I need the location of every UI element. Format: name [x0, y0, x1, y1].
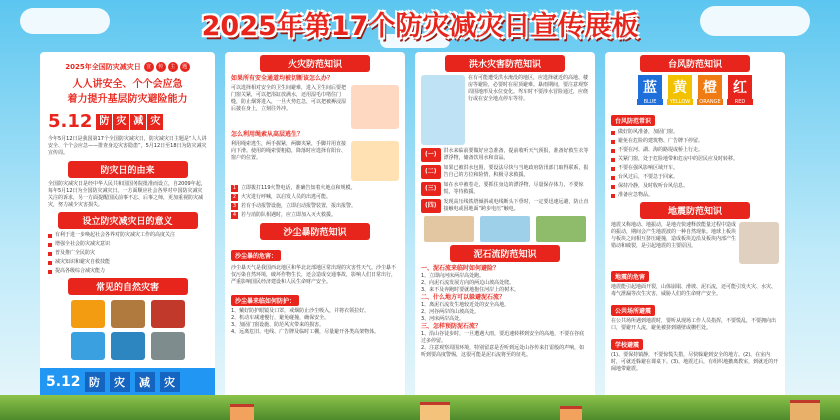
sand-text: 沙尘暴天气是我国西北地区和华北北部地区常出现的灾害性天气。沙尘暴不仅污染自然环境，破坏作物生长，还会造成交通事故，影响人们日常出行，严重影响国民经济建设和人民生命财产安全。 — [231, 265, 397, 285]
fire-answer-1: 可以选择相对安全的卫生间避难，进入卫生间后要把门窗关紧，可以把浴缸放满水，还用湿毛巾堵住门缝，防止烟雾进入，一旦火势危急，可以把被褥浸湿后披在身上，立刻往外冲。 — [231, 85, 347, 112]
house-decoration — [560, 406, 582, 420]
list-item: 增强全社会防灾减灾意识 — [48, 241, 207, 248]
list-item: 2 火灾进行呼喊，以启发人员的出逃可能。 — [232, 194, 332, 200]
list-item: 台风过后，不要急于回家。 — [611, 174, 779, 181]
list-item: 避免在危险的建筑物、广告牌下停留。 — [611, 138, 779, 145]
list-item: 3、河床两岸高处。 — [421, 316, 465, 322]
firefighter-illustration — [351, 85, 399, 129]
fire-heading: 火灾防范知识 — [260, 55, 370, 72]
slogan-1: 人人讲安全、个个会应急 — [72, 79, 183, 90]
quake-text-4: (1)、要保持镇静，不要惊慌失措，尽快躲避到安全的地方。(2)、在室内时，可就近躲避在课桌下。(3)、地震过后，有组织地撤离教室，到就近的开阔地带避震。 — [611, 352, 779, 372]
page-title: 2025年第17个防灾减灾日宣传展板 — [201, 11, 639, 42]
landslide-icon — [111, 300, 145, 328]
sand-subheading-2: 沙尘暴来临如何防护： — [231, 295, 299, 306]
list-item: 2、机动车减速慢行，避免碰撞，确保安全。 — [231, 315, 330, 321]
list-item: 3、加固门窗设施、防范风灾带来的损害。 — [231, 322, 325, 328]
date-512: 5.12 — [48, 111, 93, 132]
snow-icon — [71, 332, 105, 360]
column-flood-mud — [415, 52, 595, 402]
typhoon-heading: 台风防范知识 — [640, 55, 750, 72]
date-tile: 防 — [85, 372, 105, 392]
list-item: 不要在强风影响区域开车。 — [611, 165, 779, 172]
list-item: 关紧门窗，处于危险地带和危房中的居民应及时转移。 — [611, 156, 779, 163]
house-decoration — [420, 402, 450, 420]
quake-text-3: 在公共场所遇到地震时，要听从现场工作人员指挥，不要慌乱，不要拥向出口，要避开人流，避免被挤到墙壁或栅栏处。 — [611, 318, 777, 331]
date-tile: 灾 — [160, 372, 180, 392]
signal-yellow: 黄 YELLOW — [667, 75, 693, 105]
scene-image — [480, 216, 530, 242]
quake-subheading-2: 公共场所避震 — [611, 305, 655, 316]
column-fire-sand — [225, 52, 405, 402]
quake-text-2: 地震能引起地面开裂，山体崩塌、滑坡、泥石流，还可能引发火灾、水灾、毒气泄漏等次生灾害，威胁人们的生命财产安全。 — [611, 284, 777, 297]
slogan-2: 着力提升基层防灾避险能力 — [67, 94, 188, 105]
list-item: (一) 洪水来临前要做好应急准备，提前收听天气预报，准备好救生衣等漂浮物，储备饮用水和食品。 — [421, 148, 589, 162]
sand-heading: 沙尘暴防范知识 — [260, 223, 370, 240]
fire-question-1: 如果所有安全通道均被切断该怎么办？ — [231, 75, 334, 82]
common-heading: 常见的自然灾害 — [68, 278, 188, 295]
quake-icon — [151, 332, 185, 360]
list-item: 1、立即向河床两岸高处跑。 — [421, 273, 485, 279]
quake-subheading-1: 地震的危害 — [611, 271, 649, 282]
typhoon-signals — [605, 75, 785, 105]
date-tile: 灾 — [113, 114, 129, 130]
fire-question-2: 怎么利用绳索从高层逃生？ — [231, 131, 304, 138]
volcano-icon — [151, 300, 185, 328]
list-item: (三) 如在水中被卷走，要抓住身边的漂浮物，尽量保存体力，不要惊慌，等待救援。 — [421, 182, 589, 196]
date-tile: 防 — [96, 114, 112, 130]
signal-blue: 蓝 BLUE — [637, 75, 663, 105]
date-tile: 减 — [135, 372, 155, 392]
mud-question-2: 二、什么地方可以躲避泥石流？ — [421, 294, 506, 301]
scene-image — [536, 216, 586, 242]
date-tile: 灾 — [147, 114, 163, 130]
flood-icon — [111, 332, 145, 360]
date-512-bottom: 5.12 — [46, 374, 81, 390]
list-item: 2、注意观察周围环境，特别留意是否听到远处山谷传来打雷般的声响，如听到要高度警惕，这很可能是泥石流将至的征兆。 — [421, 345, 585, 358]
quake-text: 地震又称地动、地振动，是地壳快速释放能量过程中造成的振动，期间会产生地震波的一种自然现象。地球上板块与板块之间相互挤压碰撞，造成板块边沿及板块内部产生错动和破裂，是引起地震的主要原因。 — [611, 222, 737, 249]
date-tile: 灾 — [110, 372, 130, 392]
list-item: 1、戴好防护眼镜及口罩，戒烟防止沙尘吸入，并将衣领拉好。 — [231, 308, 370, 314]
badge: 题 — [180, 62, 190, 72]
origin-heading: 防灾日的由来 — [68, 161, 188, 178]
fire-icon — [71, 300, 105, 328]
sand-subheading-1: 沙尘暴的危害： — [231, 250, 281, 261]
theme-badges — [144, 62, 190, 72]
quake-heading: 地震防范知识 — [640, 202, 750, 219]
intro-text: 今年5月12日是我国第17个全国防灾减灾日，防灾减灾日主题是“人人讲安全、个个会应急——排查身边灾害隐患”，5月12日至18日为防灾减灾宣传周。 — [48, 136, 207, 156]
date-strip — [40, 368, 215, 396]
flood-scenes — [421, 216, 589, 242]
column-intro — [40, 52, 215, 402]
mud-question-3: 三、怎样预防泥石流？ — [421, 323, 482, 330]
list-item: 2、河谷两岸的山坡高处。 — [421, 309, 480, 315]
list-item: 有利于进一步唤起社会各界对防灾减灾工作的高度关注 — [48, 232, 207, 239]
typhoon-subheading: 台风防范常识 — [611, 115, 655, 126]
mud-question-1: 一、泥石流来临时如何避险？ — [421, 265, 500, 272]
rope-escape-illustration — [351, 141, 399, 181]
list-item: 2、向泥石流发展方向的两边山坡高处爬。 — [421, 280, 515, 286]
list-item: (二) 如果已被洪水包围，要设法尽快与当地政府防汛部门取得联系，报告自己的方位和险情，积极寻求救援。 — [421, 165, 589, 179]
list-item: 减灾知识和避灾自救技能 — [48, 259, 207, 266]
scene-image — [424, 216, 474, 242]
disaster-icons — [40, 298, 215, 330]
flood-illustration — [421, 75, 465, 145]
list-item: 准备应急物品。 — [611, 192, 779, 199]
list-item: 4、远离危旧、电线、广告牌及临时工棚，尽量避开各类高架物体。 — [231, 329, 380, 335]
badge: 主 — [168, 62, 178, 72]
origin-text: 全国防灾减灾日是经中华人民共和国国务院批准而设立，自2009年起，每年5月12日为全国防灾减灾日。一方面顺应社会各界对中国防灾减灾关注的诉求，另一方面提醒国民前事不忘、后事之师，更加重视防灾减灾，努力减少灾害损失。 — [48, 181, 206, 208]
flood-intro: 在有可能遭受洪水淹没的地区，应选择就近的高地、楼房等避险，必要时在屋顶避难。暴雨期间，要注意观察周围地形及水位变化。驾车时不要涉水冒险通过，应绕行或在安全地点停车等待。 — [468, 75, 589, 102]
list-item: 4 若与消防队相遇时，应立即加入灭火救援。 — [232, 212, 337, 218]
list-item: 3、来不及奔跑时要就地抱住河岸上的树木。 — [421, 287, 520, 293]
subtitle-top: 2025年全国防灾减灾日 — [65, 62, 141, 71]
list-item: 做好防风准备，加固门窗。 — [611, 129, 779, 136]
mud-heading: 泥石流防范知识 — [450, 245, 560, 262]
flood-heading: 洪水灾害防范知识 — [445, 55, 565, 72]
list-item: 不要在河、湖、海的路堤或桥上行走。 — [611, 147, 779, 154]
house-decoration — [230, 404, 254, 420]
badge: 宣 — [144, 62, 154, 72]
quake-subheading-3: 学校避震 — [611, 339, 643, 350]
quake-illustration — [739, 222, 779, 264]
list-item: 保持冷静，及时收听台风信息。 — [611, 183, 779, 190]
signal-orange: 橙 ORANGE — [697, 75, 723, 105]
list-item: 1、沿山谷徒步时，一旦遭遇大雨，要迅速转移到安全的高地，不要在谷底过多停留。 — [421, 331, 585, 344]
list-item: 普及推广全民防灾 — [48, 250, 207, 257]
list-item: 3 若有手动报警设施，立即启动报警装置，报出报警。 — [232, 203, 357, 209]
meaning-heading: 设立防灾减灾日的意义 — [58, 212, 198, 229]
house-decoration — [790, 400, 820, 420]
date-tile: 减 — [130, 114, 146, 130]
ground-decoration — [0, 395, 840, 420]
list-item: 1、离泥石流发生地较近处的安全高地。 — [421, 302, 510, 308]
signal-red: 红 RED — [727, 75, 753, 105]
badge: 传 — [156, 62, 166, 72]
fire-answer-2: 利用绳索逃生，两手握紧，两脚夹紧，手脚并用直接向下滑。使用的绳索要粗稳，降落时应选择有阳台、窗户的位置。 — [231, 141, 347, 161]
list-item: (四) 发现高压线铁塔倾斜或电线断头下垂时，一定要迅速远避，防止直接触电或因地面“跨步电压”触电。 — [421, 199, 589, 213]
list-item: 提高各级综合减灾能力 — [48, 268, 207, 275]
column-typhoon-quake — [605, 52, 785, 402]
list-item: 1 立即拨打119火警电话，准确告知着火地点和规模。 — [232, 185, 356, 191]
